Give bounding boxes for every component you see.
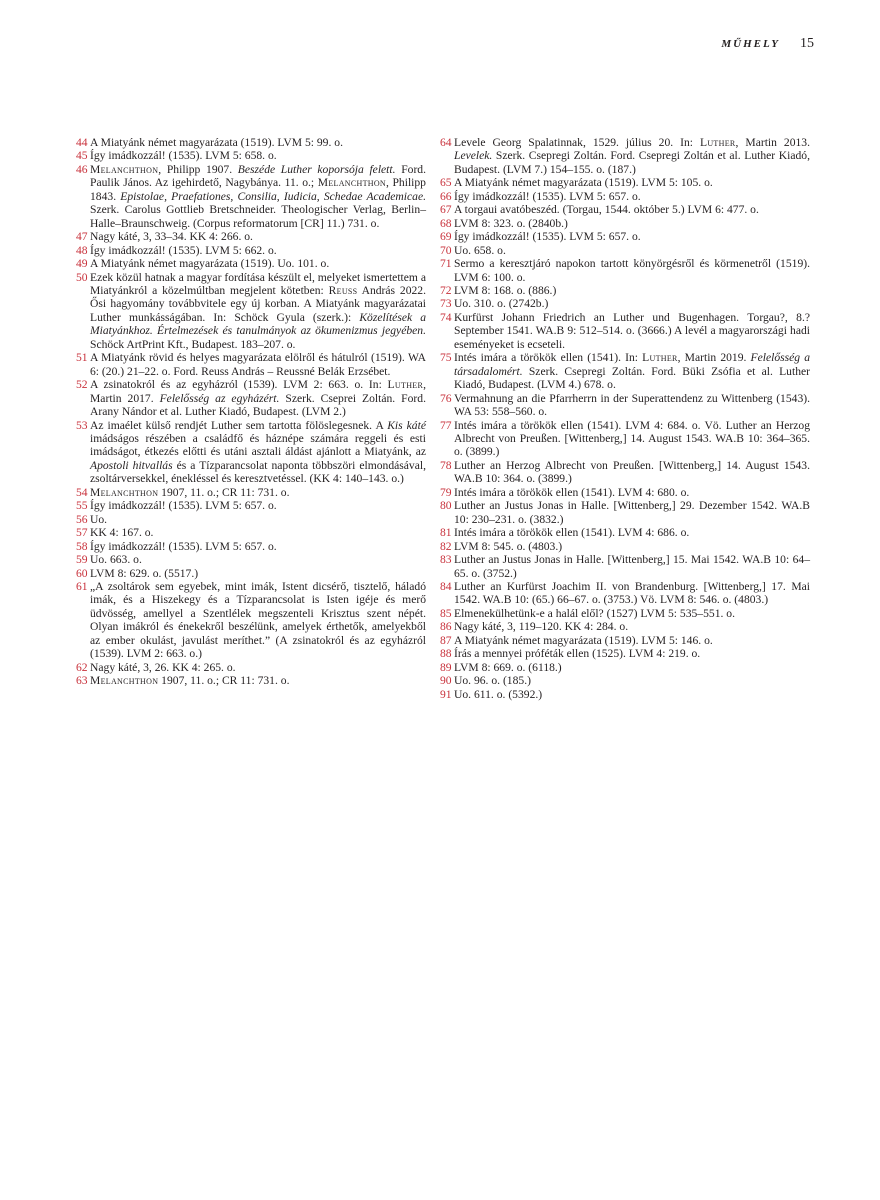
endnote-text (90, 553, 426, 566)
endnote-text (454, 311, 810, 351)
author-name: Reuss (328, 283, 358, 297)
endnote-text-segment: Nagy káté, 3, 33–34. KK 4: 266. o. (90, 230, 253, 244)
endnote-text-segment: 1907, 11. o.; CR 11: 731. o. (158, 674, 290, 688)
endnote-number: 59 (76, 553, 88, 567)
endnote-number: 84 (440, 579, 452, 593)
endnote-text (454, 580, 810, 607)
endnote-text-segment: Kurfürst Johann Friedrich an Luther und Bugenhagen. Torgau?, 8.? September 1541. WA.B 9: 512–514. o. (3666.) A levél a magyarországi hadi eseményeket is ecseteli. (454, 310, 810, 351)
endnote-text (454, 499, 810, 526)
endnote-text-segment: imádságos részében a családfő és háznépe számára reggeli és esti imádságot, étkezés előtti és utáni asztali áldást ajánlott a Miatyánk, az (90, 431, 426, 459)
endnote (440, 176, 810, 189)
endnote-text-segment: Uo. 658. o. (454, 243, 506, 257)
endnote-text (90, 271, 426, 352)
endnote-number: 85 (440, 606, 452, 620)
author-name: Luther (642, 351, 678, 365)
endnote-number: 74 (440, 310, 452, 324)
author-name: Melanchthon (90, 674, 159, 688)
endnote-text-segment: Intés imára a törökök ellen (1541). LVM 4: 680. o. (454, 485, 690, 499)
endnote-text (454, 217, 810, 230)
endnote-number: 49 (76, 257, 88, 271)
endnote (76, 271, 426, 352)
endnote-number: 64 (440, 136, 452, 149)
endnote-text-segment: Az imaélet külső rendjét Luther sem tartotta fölöslegesnek. A (90, 418, 388, 432)
endnote (440, 553, 810, 580)
endnote-number: 47 (76, 230, 88, 244)
author-name: Luther (699, 136, 736, 149)
endnote-number: 58 (76, 539, 88, 553)
endnote-text (454, 540, 810, 553)
endnote (440, 647, 810, 660)
endnote-number: 76 (440, 391, 452, 405)
endnote-text-segment: Nagy káté, 3, 26. KK 4: 265. o. (90, 660, 236, 674)
endnote-number: 78 (440, 458, 452, 472)
endnote-text-segment: Így imádkozzál! (1535). LVM 5: 657. o. (454, 230, 641, 244)
endnote-text-segment: Így imádkozzál! (1535). LVM 5: 657. o. (90, 539, 277, 553)
endnote (76, 230, 426, 243)
endnote-text (454, 688, 810, 701)
endnote-number: 45 (76, 149, 88, 163)
endnote-number: 70 (440, 243, 452, 257)
page-number: 15 (800, 36, 814, 51)
endnote (76, 378, 426, 418)
endnote (76, 526, 426, 539)
endnote-text-segment: Luther an Kurfürst Joachim II. von Brandenburg. [Wittenberg,] 17. Mai 1542. WA.B 10: (65.) 66–67. o. (3753.) Vö. LVM 8: 546. o. (4803.) (454, 579, 810, 607)
endnote (440, 540, 810, 553)
endnote-text (454, 392, 810, 419)
endnote-text-segment: és a Tízparancsolat naponta többszöri elmondásával, zsoltárversekkel, énekléssel és keresztvetéssel. (KK 4: 140–143. o.) (90, 458, 426, 486)
endnote-number: 50 (76, 270, 88, 284)
endnote-text (90, 419, 426, 486)
endnote-text-segment: Luther an Justus Jonas in Halle. [Wittenberg,] 29. Dezember 1542. WA.B 10: 230–231. o. (3832.) (454, 499, 810, 526)
endnote-text-segment: „A zsoltárok sem egyebek, mint imák, Istent dicsérő, tisztelő, háladó imák, és a Hiszekegy és a Tízparancsolat is Isten igéje és merő üdvösség, amellyel a Szentlélek megszenteli Krisztus szent népét. Olyan imákról és énekekről beszélünk, amelyek érthetők, amelyekből az ember okulást, javulást meríthet.” (A zsinatokról és az egyházról (1539). LVM 2: 663. o.) (90, 579, 426, 661)
endnote-text-segment: , Martin 2013. (735, 136, 810, 149)
italic-title: Epistolae, Praefationes, Consilia, Iudicia, Schedae Academicae. (120, 189, 426, 203)
endnote-number: 65 (440, 176, 452, 190)
endnote-text-segment: Elmenekülhetünk-e a halál elől? (1527) LVM 5: 535–551. o. (454, 606, 735, 620)
endnote-text (454, 419, 810, 459)
endnote (76, 499, 426, 512)
endnote (76, 661, 426, 674)
endnote-text-segment: A zsinatokról és az egyházról (1539). LVM 2: 663. o. In: (90, 378, 388, 392)
endnote-text-segment: LVM 8: 323. o. (2840b.) (454, 216, 568, 230)
endnote-text (90, 567, 426, 580)
endnote-text-segment: KK 4: 167. o. (90, 526, 154, 540)
endnote-text-segment: LVM 8: 168. o. (886.) (454, 283, 557, 297)
endnote-text-segment: Intés imára a törökök ellen (1541). LVM 4: 686. o. (454, 526, 690, 540)
endnote (440, 351, 810, 391)
endnote-text (90, 257, 426, 270)
endnote (440, 297, 810, 310)
endnote (76, 163, 426, 230)
endnote-text (90, 580, 426, 661)
endnote-text-segment: 1907, 11. o.; CR 11: 731. o. (158, 485, 290, 499)
endnote-text-segment: Így imádkozzál! (1535). LVM 5: 658. o. (90, 149, 277, 163)
endnote-number: 82 (440, 539, 452, 553)
endnote-text-segment: , Philipp 1907. (158, 162, 238, 176)
author-name: Melanchthon (90, 162, 159, 176)
endnote (76, 540, 426, 553)
endnote (440, 688, 810, 701)
endnote-text-segment: Luther an Herzog Albrecht von Preußen. [Wittenberg,] 14. August 1543. WA.B 10: 364. o. (3899.) (454, 458, 810, 486)
endnote (440, 674, 810, 687)
endnote (440, 311, 810, 351)
endnote-text-segment: András 2022. Ősi hagyomány továbbvitele egy új korban. A Miatyánk magyarázatai Luther munkásságában. In: Schöck Gyula (szerk.): (90, 283, 426, 324)
endnote-number: 54 (76, 485, 88, 499)
endnote-text-segment: LVM 8: 669. o. (6118.) (454, 660, 562, 674)
endnote-number: 60 (76, 566, 88, 580)
endnote-text (454, 136, 810, 176)
endnote-text-segment: Uo. 96. o. (185.) (454, 674, 531, 688)
endnote-text (90, 244, 426, 257)
endnote-text (454, 661, 810, 674)
endnote (440, 526, 810, 539)
italic-title: Kis káté (387, 418, 426, 432)
endnote-text (90, 526, 426, 539)
endnote-text (90, 163, 426, 230)
endnote-text (90, 499, 426, 512)
endnote-text (454, 230, 810, 243)
endnote-text-segment: Luther an Justus Jonas in Halle. [Wittenberg,] 15. Mai 1542. WA.B 10: 64–65. o. (3752.) (454, 553, 810, 580)
endnote (440, 634, 810, 647)
endnote (76, 513, 426, 526)
endnote-text (454, 351, 810, 391)
endnote-text-segment: Schöck ArtPrint Kft., Budapest. 183–207. o. (90, 337, 296, 351)
endnote-text-segment: Uo. (90, 512, 108, 526)
endnote (440, 419, 810, 459)
endnote-number: 48 (76, 243, 88, 257)
endnote-text-segment: Ford. Paulik János. Az igehirdető, Nagybánya. 11. o.; (90, 162, 427, 190)
endnote-text (90, 661, 426, 674)
endnote-number: 81 (440, 526, 452, 540)
endnote-number: 89 (440, 660, 452, 674)
endnote-number: 67 (440, 203, 452, 217)
endnote-text-segment: Ezek közül hatnak a magyar fordítása készült el, melyeket ismertettem a Miatyánkról a közelmúltban megjelent kötetben: (90, 270, 426, 297)
endnote-number: 51 (76, 351, 88, 365)
endnote-number: 88 (440, 647, 452, 661)
endnote-text (454, 297, 810, 310)
endnotes-left-column (76, 136, 426, 688)
endnote-text-segment: Szerk. Csepregi Zoltán. Ford. Csepregi Zoltán et al. Luther Kiadó, Budapest. (LVM 7.) 154–155. o. (187.) (454, 149, 810, 176)
endnote-text-segment: Írás a mennyei próféták ellen (1525). LVM 4: 219. o. (454, 647, 701, 661)
endnote-text (90, 486, 426, 499)
endnote-text-segment: Szerk. Cseprei Zoltán. Ford. Arany Nándor et al. Luther Kiadó, Budapest. (LVM 2.) (90, 391, 426, 419)
endnote-text-segment: Uo. 310. o. (2742b.) (454, 297, 549, 311)
endnote (440, 136, 810, 176)
endnote-text (454, 459, 810, 486)
endnote (76, 674, 426, 687)
endnote (440, 459, 810, 486)
endnote (76, 351, 426, 378)
endnote (440, 244, 810, 257)
italic-title: Közelítések a Miatyánkhoz. Értelmezések és tanulmányok az ökumenizmus jegyében. (90, 310, 427, 338)
endnote-text-segment: Sermo a keresztjáró napokon tartott könyörgésről és körmenetről (1519). LVM 6: 100. o. (454, 257, 810, 284)
endnote-text (90, 674, 426, 687)
endnote-text (454, 257, 810, 284)
endnote-number: 57 (76, 526, 88, 540)
endnote-number: 72 (440, 283, 452, 297)
italic-title: Felelősség a társadalomért. (454, 351, 810, 378)
endnote-text (454, 176, 810, 189)
endnotes-right-column (440, 136, 810, 701)
endnote-number: 77 (440, 418, 452, 432)
endnote (76, 149, 426, 162)
endnote-number: 44 (76, 136, 88, 149)
endnote (440, 661, 810, 674)
endnote-number: 87 (440, 633, 452, 647)
endnote-text-segment: Uo. 611. o. (5392.) (454, 687, 543, 701)
endnote-text-segment: , Martin 2017. (90, 378, 426, 405)
section-title: MŰHELY (721, 38, 780, 50)
italic-title: Beszéde Luther koporsója felett. (237, 162, 396, 176)
endnote-text (454, 203, 810, 216)
endnote-text (90, 540, 426, 553)
endnote-text-segment: Vermahnung an die Pfarrherrn in der Superattendenz zu Wittenberg (1543). WA 53: 558–560. o. (454, 391, 810, 419)
endnote (440, 499, 810, 526)
endnote-text (454, 284, 810, 297)
endnote-text (90, 378, 426, 418)
endnote-number: 80 (440, 499, 452, 513)
endnote-text-segment: A Miatyánk német magyarázata (1519). LVM 5: 105. o. (454, 176, 713, 190)
endnote-text (454, 607, 810, 620)
endnote-number: 83 (440, 553, 452, 567)
author-name: Luther (387, 378, 424, 392)
endnote-text-segment: Szerk. Carolus Gottlieb Bretschneider. Theologischer Verlag, Berlin–Halle–Braunschweig. (Corpus reformatorum [CR] 11.) 731. o. (90, 203, 426, 230)
endnote-number: 52 (76, 378, 88, 392)
author-name: Melanchthon (317, 176, 387, 190)
endnote-text-segment: A torgaui avatóbeszéd. (Torgau, 1544. október 5.) LVM 6: 477. o. (454, 203, 759, 217)
endnote-number: 90 (440, 674, 452, 688)
endnote-number: 62 (76, 660, 88, 674)
author-name: Melanchthon (90, 485, 159, 499)
endnote (76, 419, 426, 486)
endnote-text (454, 647, 810, 660)
endnote-text (454, 620, 810, 633)
endnote (76, 486, 426, 499)
endnote-text (454, 553, 810, 580)
endnote-text (454, 674, 810, 687)
running-header (721, 36, 814, 52)
endnote-text-segment: A Miatyánk német magyarázata (1519). LVM 5: 146. o. (454, 633, 713, 647)
endnote-text-segment: Nagy káté, 3, 119–120. KK 4: 284. o. (454, 620, 629, 634)
endnote-text-segment: , Martin 2019. (677, 351, 751, 365)
endnote (440, 230, 810, 243)
italic-title: Levelek. (454, 149, 493, 163)
endnote-number: 91 (440, 687, 452, 701)
endnote-text-segment: Intés imára a törökök ellen (1541). LVM 4: 684. o. Vö. Luther an Herzog Albrecht von Preußen. [Wittenberg,] 14. August 1543. WA.B 10: 364–365. o. (3899.) (454, 418, 810, 459)
endnote-text-segment: LVM 8: 629. o. (5517.) (90, 566, 199, 580)
endnote-text-segment: Uo. 663. o. (90, 553, 142, 567)
endnote-number: 69 (440, 230, 452, 244)
endnote-text (454, 486, 810, 499)
endnote (440, 392, 810, 419)
endnote-number: 55 (76, 499, 88, 513)
endnote-text-segment: Intés imára a törökök ellen (1541). In: (454, 351, 643, 365)
endnote-text (90, 351, 426, 378)
endnote-number: 71 (440, 257, 452, 271)
endnote-text (454, 526, 810, 539)
endnote-number: 63 (76, 674, 88, 688)
endnote-number: 68 (440, 216, 452, 230)
endnote-text (454, 244, 810, 257)
endnote-number: 73 (440, 297, 452, 311)
endnote (440, 607, 810, 620)
endnote-number: 46 (76, 162, 88, 176)
endnote-text-segment: A Miatyánk német magyarázata (1519). Uo. 101. o. (90, 257, 330, 271)
endnote-number: 75 (440, 351, 452, 365)
endnote-text-segment: Szerk. Csepregi Zoltán. Ford. Büki Zsófia et al. Luther Kiadó, Budapest. (LVM 4.) 678. o. (454, 364, 810, 392)
endnote-text (90, 513, 426, 526)
endnote-text-segment: LVM 8: 545. o. (4803.) (454, 539, 563, 553)
endnote-number: 86 (440, 620, 452, 634)
endnote (440, 486, 810, 499)
endnote-number: 66 (440, 189, 452, 203)
italic-title: Felelősség az egyházért. (159, 391, 280, 405)
endnote (440, 203, 810, 216)
endnote-number: 53 (76, 418, 88, 432)
endnote (440, 257, 810, 284)
endnote-number: 56 (76, 512, 88, 526)
endnote (440, 284, 810, 297)
endnote-text (90, 136, 426, 149)
endnote-text-segment: , Philipp 1843. (90, 176, 426, 203)
endnote (440, 217, 810, 230)
endnote-text-segment: Így imádkozzál! (1535). LVM 5: 657. o. (454, 189, 641, 203)
endnote-text-segment: Levele Georg Spalatinnak, 1529. július 20. In: (454, 136, 700, 149)
italic-title: Apostoli hitvallás (90, 458, 173, 472)
endnote (76, 580, 426, 661)
endnote-text (90, 230, 426, 243)
endnote-text-segment: Így imádkozzál! (1535). LVM 5: 662. o. (90, 243, 277, 257)
endnote (440, 190, 810, 203)
endnote-number: 61 (76, 579, 88, 593)
endnote (440, 580, 810, 607)
endnote (76, 244, 426, 257)
endnote-text (454, 190, 810, 203)
endnote-text (90, 149, 426, 162)
endnote-text-segment: Így imádkozzál! (1535). LVM 5: 657. o. (90, 499, 277, 513)
endnote (76, 553, 426, 566)
endnote (440, 620, 810, 633)
endnote-text-segment: A Miatyánk rövid és helyes magyarázata elölről és hátulról (1519). WA 6: (20.) 21–22. o. Ford. Reuss András – Reussné Belák Erzsébet. (90, 351, 426, 378)
endnote (76, 257, 426, 270)
endnote (76, 567, 426, 580)
endnote-text (454, 634, 810, 647)
endnote (76, 136, 426, 149)
endnote-text-segment: A Miatyánk német magyarázata (1519). LVM 5: 99. o. (90, 136, 343, 149)
endnote-number: 79 (440, 485, 452, 499)
